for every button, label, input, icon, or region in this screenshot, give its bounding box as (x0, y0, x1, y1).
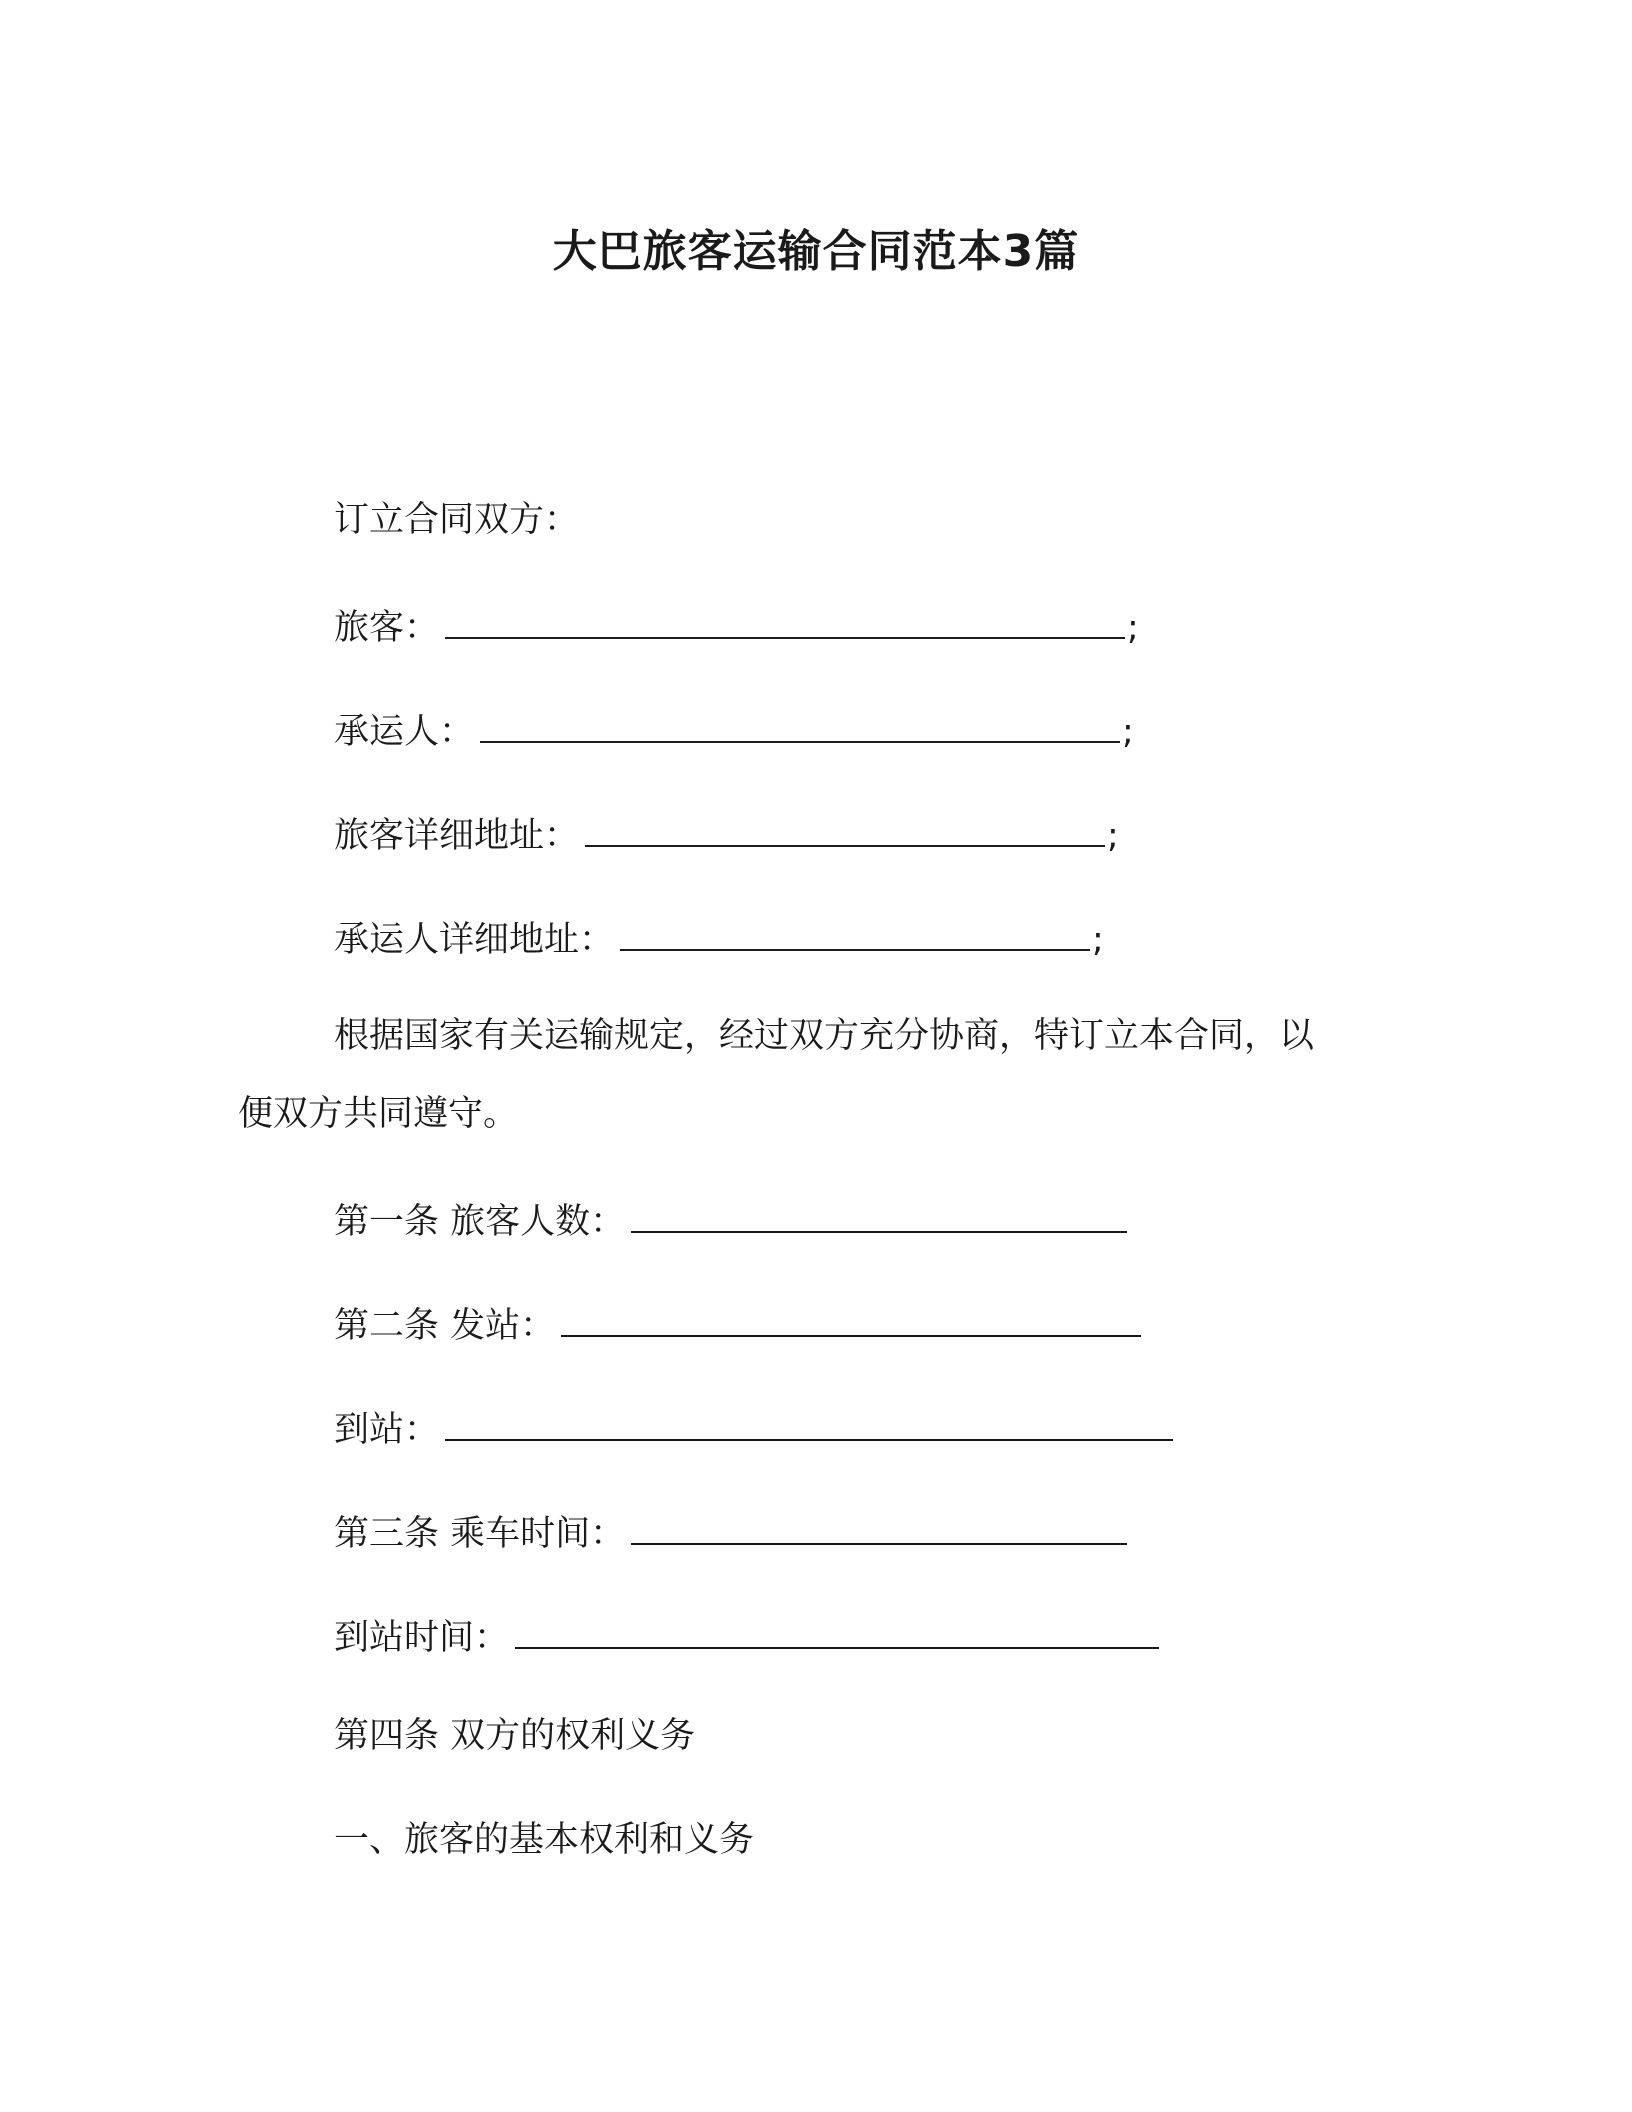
article4-heading: 第四条 双方的权利义务 (334, 1716, 696, 1756)
passenger-label: 旅客： (334, 608, 440, 648)
document-title: 大巴旅客运输合同范本3篇 (552, 226, 1080, 277)
article3-label: 第三条 乘车时间： (334, 1514, 626, 1554)
carrier-address-field (334, 916, 1104, 964)
arrival-station-label: 到站： (334, 1410, 440, 1450)
arrival-time-label: 到站时间： (334, 1618, 510, 1658)
arrival-station-blank[interactable] (445, 1409, 1173, 1441)
passenger-address-field (334, 812, 1119, 860)
article1-field (334, 1198, 1127, 1246)
carrier-address-label: 承运人详细地址： (334, 920, 615, 960)
article2-field (334, 1302, 1141, 1350)
arrival-station-field (334, 1406, 1173, 1454)
carrier-semicolon: ; (1122, 712, 1134, 752)
intro-paragraph-line1: 根据国家有关运输规定，经过双方充分协商，特订立本合同，以 (334, 1016, 1315, 1056)
passenger-address-label: 旅客详细地址： (334, 816, 580, 856)
parties-heading: 订立合同双方： (334, 500, 580, 540)
passenger-address-blank[interactable] (585, 815, 1105, 847)
carrier-address-semicolon: ; (1092, 920, 1104, 960)
carrier-address-blank[interactable] (620, 919, 1090, 951)
passenger-field (334, 604, 1139, 652)
article1-label: 第一条 旅客人数： (334, 1202, 626, 1242)
carrier-label: 承运人： (334, 712, 475, 752)
departure-station-blank[interactable] (561, 1305, 1141, 1337)
boarding-time-blank[interactable] (631, 1513, 1127, 1545)
passenger-semicolon: ; (1127, 608, 1139, 648)
arrival-time-field (334, 1614, 1159, 1662)
passenger-count-blank[interactable] (631, 1201, 1127, 1233)
section1-heading: 一、旅客的基本权利和义务 (334, 1820, 755, 1860)
carrier-blank[interactable] (480, 711, 1120, 743)
arrival-time-blank[interactable] (515, 1617, 1159, 1649)
carrier-field (334, 708, 1134, 756)
article3-field (334, 1510, 1127, 1558)
intro-paragraph-line2: 便双方共同遵守。 (238, 1094, 519, 1134)
article2-label: 第二条 发站： (334, 1306, 556, 1346)
passenger-blank[interactable] (445, 607, 1125, 639)
passenger-address-semicolon: ; (1107, 816, 1119, 856)
